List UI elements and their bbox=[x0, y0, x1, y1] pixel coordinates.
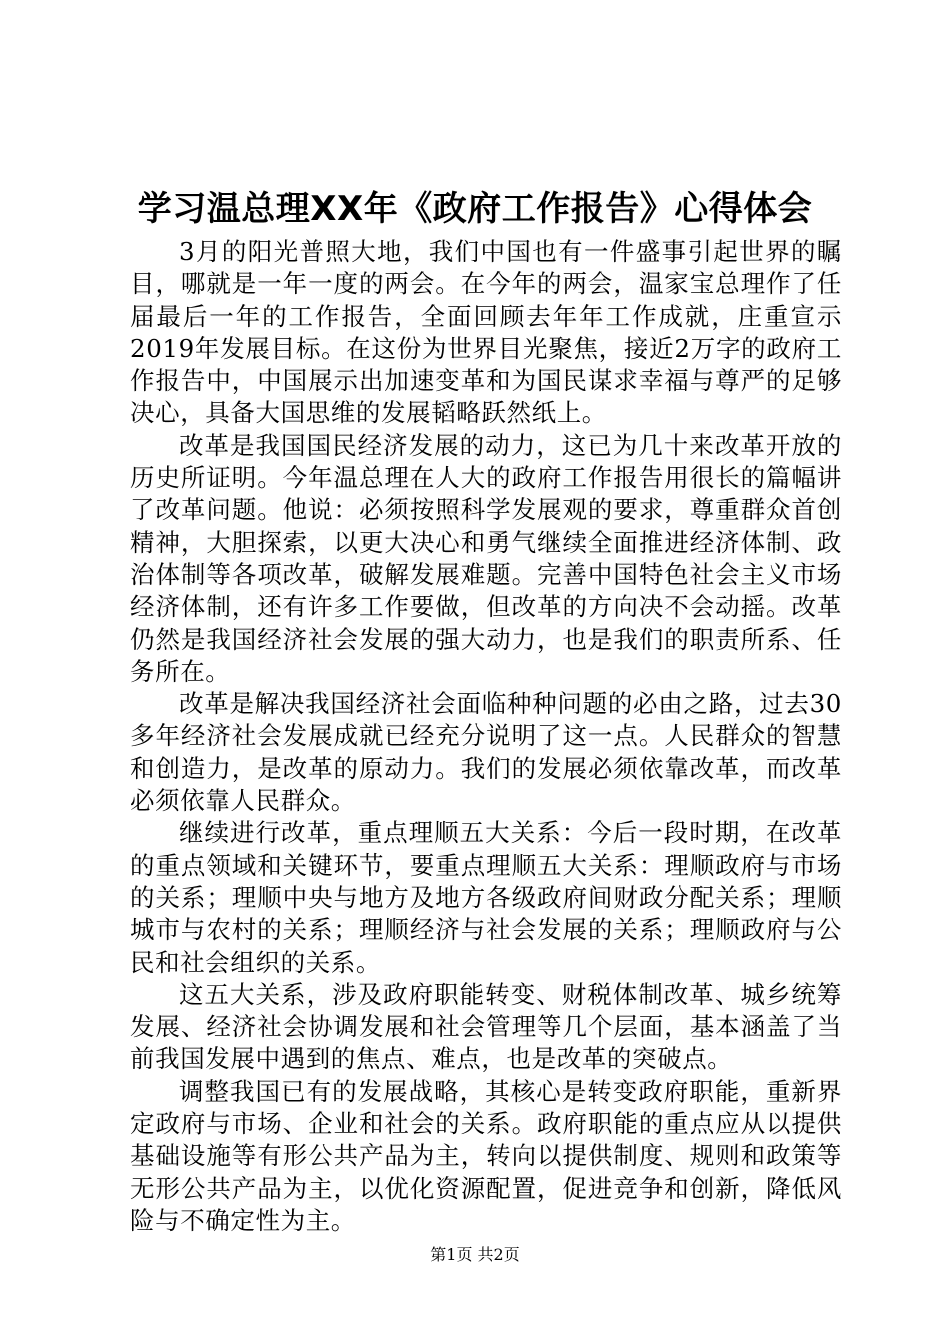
paragraph: 改革是我国国民经济发展的动力，这已为几十来改革开放的历史所证明。今年温总理在人大的政府工作报告用很长的篇幅讲了改革问题。他说：必须按照科学发展观的要求，尊重群众首创精神，大胆探索，以更大决心和勇气继续全面推进经济体制、政治体制等各项改革，破解发展难题。完善中国特色社会主义市场经济体制，还有许多工作要做，但改革的方向决不会动摇。改革仍然是我国经济社会发展的强大动力，也是我们的职责所系、任务所在。 bbox=[130, 430, 842, 686]
paragraph: 这五大关系，涉及政府职能转变、财税体制改革、城乡统筹发展、经济社会协调发展和社会管理等几个层面，基本涵盖了当前我国发展中遇到的焦点、难点，也是改革的突破点。 bbox=[130, 979, 842, 1074]
document-body bbox=[130, 236, 842, 1237]
document-title: 学习温总理XX年《政府工作报告》心得体会 bbox=[137, 189, 813, 229]
paragraph: 3月的阳光普照大地，我们中国也有一件盛事引起世界的瞩目，哪就是一年一度的两会。在今年的两会，温家宝总理作了任届最后一年的工作报告，全面回顾去年年工作成就，庄重宣示2019年发展目标。在这份为世界目光聚焦，接近2万字的政府工作报告中，中国展示出加速变革和为国民谋求幸福与尊严的足够决心，具备大国思维的发展韬略跃然纸上。 bbox=[130, 237, 842, 428]
page-number-footer: 第1页 共2页 bbox=[430, 1245, 520, 1264]
paragraph: 继续进行改革，重点理顺五大关系：今后一段时期，在改革的重点领域和关键环节，要重点理顺五大关系：理顺政府与市场的关系；理顺中央与地方及地方各级政府间财政分配关系；理顺城市与农村的关系；理顺经济与社会发展的关系；理顺政府与公民和社会组织的关系。 bbox=[130, 818, 842, 977]
paragraph: 调整我国已有的发展战略，其核心是转变政府职能，重新界定政府与市场、企业和社会的关系。政府职能的重点应从以提供基础设施等有形公共产品为主，转向以提供制度、规则和政策等无形公共产品为主，以优化资源配置，促进竞争和创新，降低风险与不确定性为主。 bbox=[130, 1076, 842, 1235]
paragraph: 改革是解决我国经济社会面临种种问题的必由之路，过去30多年经济社会发展成就已经充分说明了这一点。人民群众的智慧和创造力，是改革的原动力。我们的发展必须依靠改革，而改革必须依靠人民群众。 bbox=[130, 689, 842, 816]
